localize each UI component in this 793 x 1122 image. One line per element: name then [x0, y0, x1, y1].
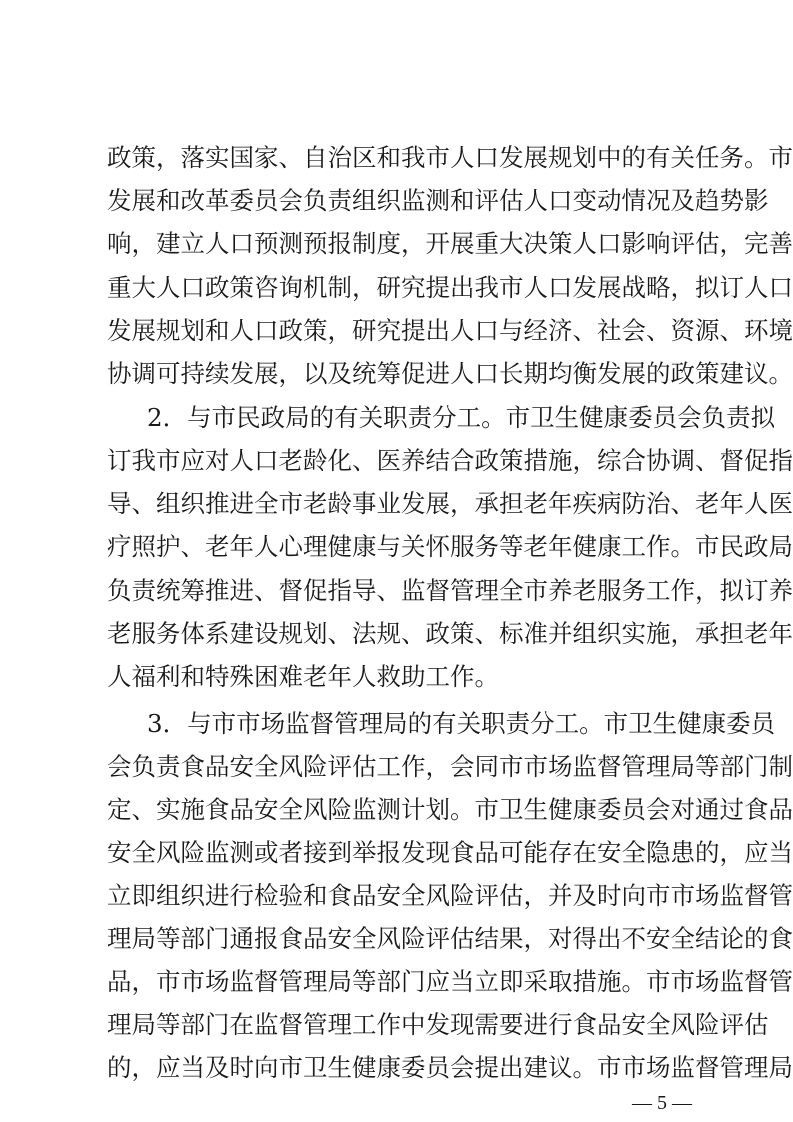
page-number: — 5 — [632, 1092, 692, 1114]
body-text-line: 协调可持续发展，以及统筹促进人口长期均衡发展的政策建议。 [107, 359, 793, 388]
body-text-line: 会负责食品安全风险评估工作，会同市市场监督管理局等部门制 [107, 752, 793, 781]
body-text-line: 导、组织推进全市老龄事业发展，承担老年疾病防治、老年人医 [107, 489, 793, 518]
body-text-line: 发展规划和人口政策，研究提出人口与经济、社会、资源、环境 [107, 316, 793, 345]
body-text-line: 老服务体系建设规划、法规、政策、标准并组织实施，承担老年 [107, 619, 793, 648]
body-text-line: 品，市市场监督管理局等部门应当立即采取措施。市市场监督管 [107, 967, 793, 996]
body-text-line: 发展和改革委员会负责组织监测和评估人口变动情况及趋势影 [107, 186, 769, 215]
paragraph-2-last-line: 人福利和特殊困难老年人救助工作。 [107, 662, 499, 691]
body-text-line: 疗照护、老年人心理健康与关怀服务等老年健康工作。市民政局 [107, 532, 793, 561]
body-text-line: 理局等部门在监督管理工作中发现需要进行食品安全风险评估 [107, 1010, 769, 1039]
body-text-line: 订我市应对人口老龄化、医养结合政策措施，综合协调、督促指 [107, 446, 793, 475]
body-text-line: 响，建立人口预测预报制度，开展重大决策人口影响评估，完善 [107, 229, 793, 258]
body-text-line: 的，应当及时向市卫生健康委员会提出建议。市市场监督管理局 [107, 1053, 793, 1082]
body-text-line: 重大人口政策咨询机制，研究提出我市人口发展战略，拟订人口 [107, 273, 793, 302]
body-text-line: 定、实施食品安全风险监测计划。市卫生健康委员会对通过食品 [107, 795, 793, 824]
body-text-line: 政策，落实国家、自治区和我市人口发展规划中的有关任务。市 [107, 143, 793, 172]
body-text-line: 理局等部门通报食品安全风险评估结果，对得出不安全结论的食 [107, 924, 793, 953]
body-text-line: 负责统筹推进、督促指导、监督管理全市养老服务工作，拟订养 [107, 576, 793, 605]
body-text-line: 立即组织进行检验和食品安全风险评估，并及时向市市场监督管 [107, 881, 793, 910]
paragraph-2-first-line: 2．与市民政局的有关职责分工。市卫生健康委员会负责拟 [147, 403, 776, 432]
body-text-line: 安全风险监测或者接到举报发现食品可能存在安全隐患的，应当 [107, 838, 793, 867]
paragraph-3-first-line: 3．与市市场监督管理局的有关职责分工。市卫生健康委员 [147, 709, 776, 738]
